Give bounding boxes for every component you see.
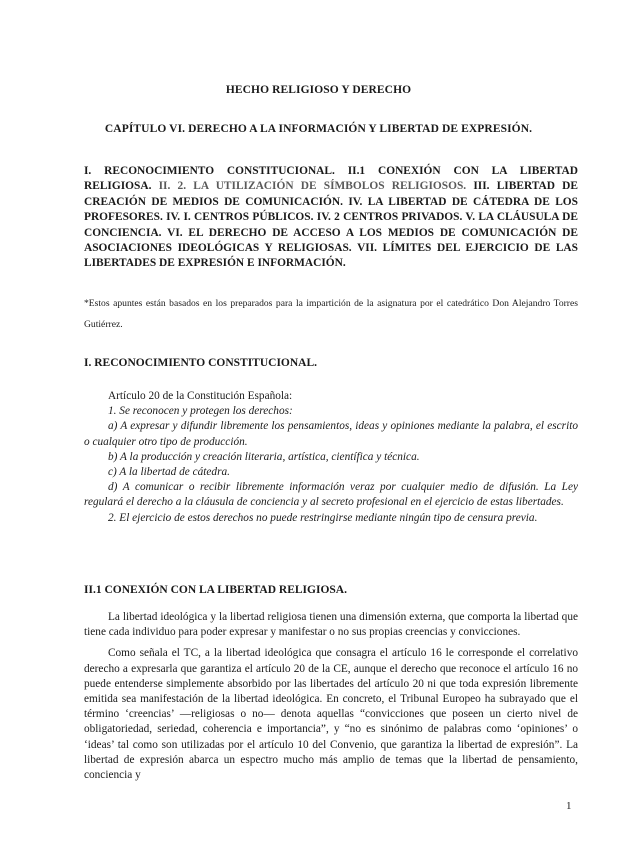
article-item-b: b) A la producción y creación literaria, artística, científica y técnica. [108, 450, 420, 463]
toc-part-2: II. 2. LA UTILIZACIÓN DE SÍMBOLOS RELIGIOSOS. [151, 180, 467, 193]
article-item-d: d) A comunicar o recibir libremente información veraz por cualquier medio de difusión. La Ley regulará el derecho a la cláusula de conciencia y al secreto profesional en el ejercicio de estas libertades. [84, 481, 578, 509]
toc-part-3: III. LIBERTAD DE CREACIÓN DE MEDIOS DE COMUNICACIÓN. IV. LA LIBERTAD DE CÁTEDRA DE LOS PROFESORES. IV. I. CENTROS PÚBLICOS. IV. 2 CENTROS PRIVADOS. V. LA CLÁUSULA DE CONCIENCIA. VI. EL DERECHO DE ACCESO A LOS MEDIOS DE COMUNICACIÓN DE ASOCIACIONES IDEOLÓGICAS Y RELIGIOSAS. VII. LÍMITES DEL EJERCICIO DE LAS LIBERTADES DE EXPRESIÓN E INFORMACIÓN. [84, 180, 578, 270]
article-point-1: 1. Se reconocen y protegen los derechos: [108, 405, 293, 418]
footnote-note: *Estos apuntes están basados en los preparados para la impartición de la asignatura por el catedrático Don Alejandro Torres Gutiérrez. [84, 298, 578, 330]
article-item-c: c) A la libertad de cátedra. [108, 466, 230, 479]
table-of-contents [84, 164, 578, 272]
section-heading-1: I. RECONOCIMIENTO CONSTITUCIONAL. [84, 357, 318, 369]
article-a-wrap [84, 419, 578, 449]
article-intro: Artículo 20 de la Constitución Española: [108, 390, 293, 402]
toc-part-1: I. RECONOCIMIENTO CONSTITUCIONAL. II.1 CONEXIÓN CON LA LIBERTAD RELIGIOSA. [84, 165, 578, 193]
article-point-2: 2. El ejercicio de estos derechos no puede restringirse mediante ningún tipo de censura previa. [108, 511, 538, 524]
article-c-wrap [84, 465, 578, 480]
section-body [84, 610, 578, 789]
article-point-1-wrap [84, 404, 578, 419]
page-number: 1 [566, 800, 572, 812]
chapter-title: CAPÍTULO VI. DERECHO A LA INFORMACIÓN Y LIBERTAD DE EXPRESIÓN. [104, 123, 533, 135]
article-item-a: a) A expresar y difundir libremente los pensamientos, ideas y opiniones mediante la palabra, el escrito o cualquier otro tipo de producción. [84, 420, 578, 448]
article-d-wrap [84, 480, 578, 510]
paragraph-1: La libertad ideológica y la libertad religiosa tienen una dimensión externa, que comporta la libertad que tiene cada individuo para poder expresar y manifestar o no sus propias creencias y convicciones. [84, 611, 578, 639]
article-quote [84, 389, 578, 526]
paragraph-2: Como señala el TC, a la libertad ideológica que consagra el artículo 16 le corresponde el correlativo derecho a expresarla que garantiza el artículo 20 de la CE, aunque el derecho que reconoce el artículo 16 no puede entenderse simplemente absorbido por las libertades del artículo 20 ni que toda expresión libremente emitida sea manifestación de la libertad ideológica. En concreto, el Tribunal Europeo ha subrayado que el término ‘creencias’ —religiosas o no— denota aquellas “convicciones que poseen un cierto nivel de obligatoriedad, seriedad, coherencia e importancia”, y “no es sinónimo de palabras como ‘opiniones’ o ‘ideas’ tal como son utilizadas por el artículo 10 del Convenio, que garantiza la libertad de expresión”. La libertad de expresión abarca un espectro mucho más amplio de temas que la libertad de pensamiento, conciencia y [84, 647, 578, 782]
article-b-wrap [84, 450, 578, 465]
article-point-2-wrap [84, 511, 578, 526]
document-title: HECHO RELIGIOSO Y DERECHO [225, 84, 412, 96]
section-heading-2: II.1 CONEXIÓN CON LA LIBERTAD RELIGIOSA. [84, 584, 347, 596]
